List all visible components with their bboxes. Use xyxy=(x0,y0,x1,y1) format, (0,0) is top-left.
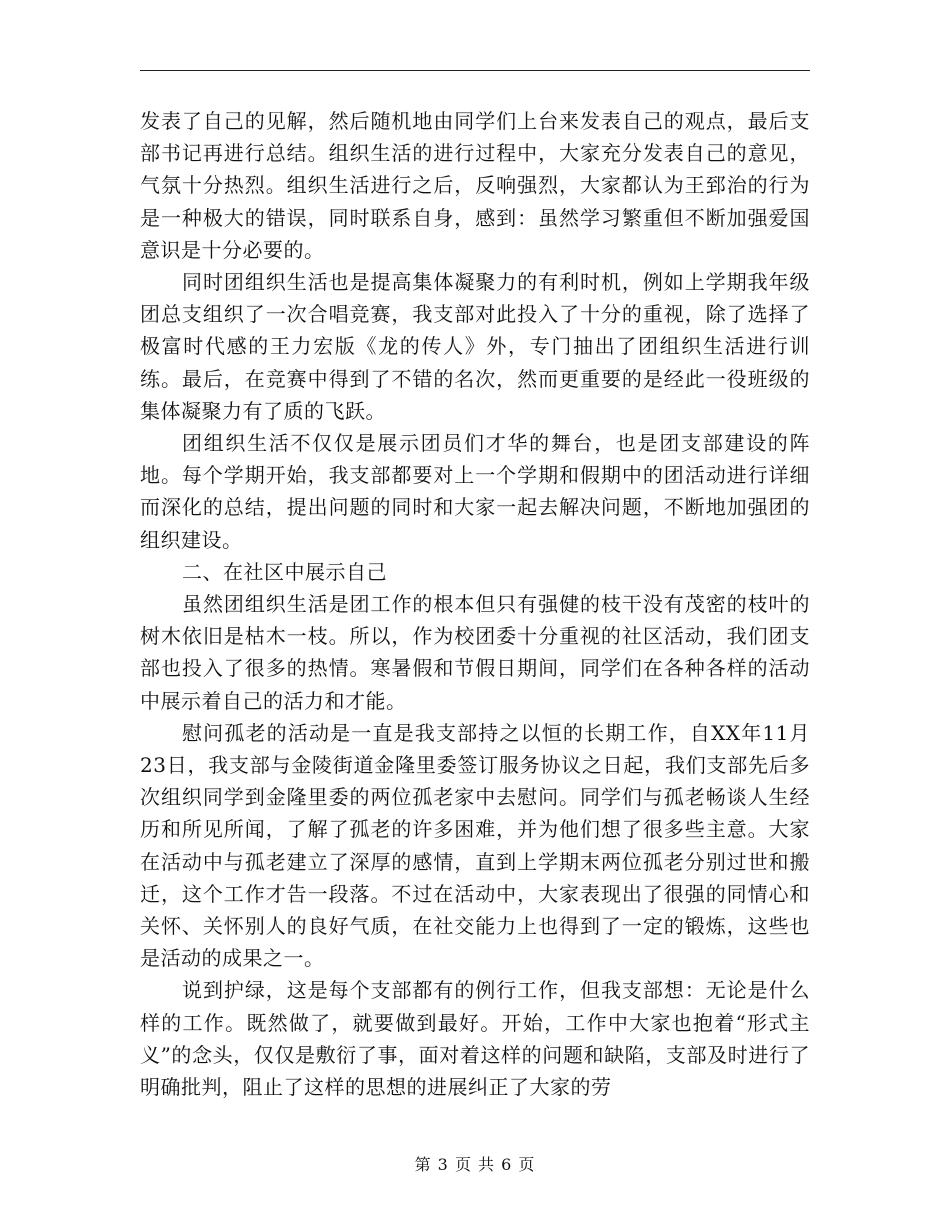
header-rule xyxy=(140,70,810,71)
paragraph-5: 慰问孤老的活动是一直是我支部持之以恒的长期工作，自XX年11月23日，我支部与金陵街道金隆里委签订服务协议之日起，我们支部先后多次组织同学到金隆里委的两位孤老家中去慰问。同学们与孤老畅谈人生经历和所见所闻，了解了孤老的许多困难，并为他们想了很多些主意。大家在活动中与孤老建立了深厚的感情，直到上学期末两位孤老分别过世和搬迁，这个工作才告一段落。不过在活动中，大家表现出了很强的同情心和关怀、关怀别人的良好气质，在社交能力上也得到了一定的锻炼，这些也是活动的成果之一。 xyxy=(140,720,810,971)
paragraph-1: 发表了自己的见解，然后随机地由同学们上台来发表自己的观点，最后支部书记再进行总结。组织生活的进行过程中，大家充分发表自己的意见，气氛十分热烈。组织生活进行之后，反响强烈，大家都认为王郅治的行为是一种极大的错误，同时联系自身，感到：虽然学习繁重但不断加强爱国意识是十分必要的。 xyxy=(140,109,810,262)
document-body xyxy=(140,105,810,1103)
section-heading: 二、在社区中展示自己 xyxy=(182,559,387,584)
paragraph-3: 团组织生活不仅仅是展示团员们才华的舞台，也是团支部建设的阵地。每个学期开始，我支部都要对上一个学期和假期中的团活动进行详细而深化的总结，提出问题的同时和大家一起去解决问题，不断地加强团的组织建设。 xyxy=(140,431,810,552)
paragraph-6: 说到护绿，这是每个支部都有的例行工作，但我支部想：无论是什么样的工作。既然做了，就要做到最好。开始，工作中大家也抱着“形式主义”的念头，仅仅是敷衍了事，面对着这样的问题和缺陷，支部及时进行了明确批判，阻止了这样的思想的进展纠正了大家的劳 xyxy=(140,978,810,1100)
page-number: 第 3 页 共 6 页 xyxy=(414,1155,536,1174)
paragraph-2: 同时团组织生活也是提高集体凝聚力的有利时机，例如上学期我年级团总支组织了一次合唱竞赛，我支部对此投入了十分的重视，除了选择了极富时代感的王力宏版《龙的传人》外，专门抽出了团组织生活进行训练。最后，在竞赛中得到了不错的名次，然而更重要的是经此一役班级的集体凝聚力有了质的飞跃。 xyxy=(140,270,810,423)
paragraph-4: 虽然团组织生活是团工作的根本但只有强健的枝干没有茂密的枝叶的树木依旧是枯木一枝。所以，作为校团委十分重视的社区活动，我们团支部也投入了很多的热情。寒暑假和节假日期间，同学们在各种各样的活动中展示着自己的活力和才能。 xyxy=(140,592,810,713)
